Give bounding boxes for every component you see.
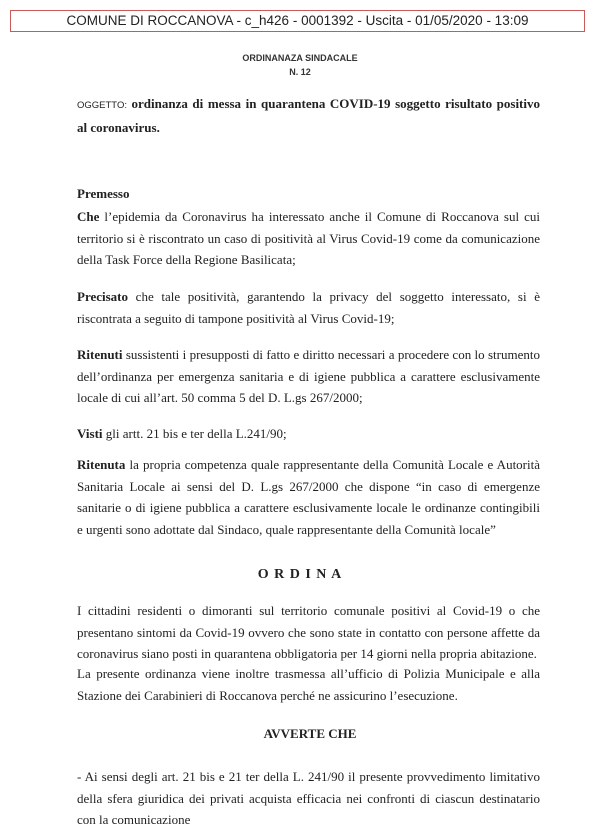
avverte-heading: AVVERTE CHE — [263, 726, 357, 741]
paragraph-lead: Ritenuti — [77, 347, 123, 362]
document-title: ORDINANAZA SINDACALE — [242, 53, 358, 63]
paragraph-ritenuti — [77, 344, 540, 409]
avverte-paragraph: - Ai sensi degli art. 21 bis e 21 ter della L. 241/90 il presente provvedimento limitativo della sfera giuridica dei privati acquista efficacia nei confronti di ciascun destinatario con la comunicazione — [77, 769, 540, 827]
ordina-paragraph-1: I cittadini residenti o dimoranti sul territorio comunale positivi al Covid-19 o che presentano sintomi da Covid-19 ovvero che sono state in contatto con persone affette da coronavirus siano posti in quarantena obbligatoria per 14 giorni nella propria abitazione. — [77, 603, 540, 661]
paragraph-precisato — [77, 286, 540, 329]
paragraph-lead: Precisato — [77, 289, 129, 304]
ordinance-number: N. 12 — [289, 67, 311, 77]
paragraph-text: che tale positività, garantendo la privacy del soggetto interessato, si è riscontrata a seguito di tampone positività al Virus Covid-19; — [77, 289, 540, 326]
ordina-paragraph-2: La presente ordinanza viene inoltre trasmessa all’ufficio di Polizia Municipale e alla Stazione dei Carabinieri di Roccanova perché ne assicurino l’esecuzione. — [77, 666, 540, 703]
subject-text: ordinanza di messa in quarantena COVID-19 soggetto risultato positivo al coronavirus. — [77, 96, 540, 135]
subject-label: OGGETTO: — [77, 100, 127, 111]
paragraph-text: l’epidemia da Coronavirus ha interessato anche il Comune di Roccanova sul cui territorio si è riscontrato un caso di positività al Virus Covid-19 come da comunicazione della Task Force della Regione Basilicata; — [77, 209, 540, 267]
paragraph-text: sussistenti i presupposti di fatto e diritto necessari a procedere con lo strumento dell’ordinanza per emergenza sanitaria e di igiene pubblica a carattere esclusivamente locale di cui all’art. 50 comma 5 del D. L.gs 267/2000; — [77, 347, 540, 405]
protocol-stamp: COMUNE DI ROCCANOVA - c_h426 - 0001392 - Uscita - 01/05/2020 - 13:09 — [10, 10, 585, 32]
paragraph-lead: Ritenuta — [77, 457, 126, 472]
paragraph-che — [77, 206, 540, 271]
premesso-heading: Premesso — [77, 186, 130, 201]
subject — [77, 93, 540, 138]
paragraph-visti — [77, 423, 540, 445]
paragraph-lead: Visti — [77, 426, 103, 441]
paragraph-text: gli artt. 21 bis e ter della L.241/90; — [102, 426, 287, 441]
paragraph-lead: Che — [77, 209, 100, 224]
paragraph-ritenuta — [77, 454, 540, 540]
ordina-heading: O R D I N A — [257, 567, 343, 582]
paragraph-text: la propria competenza quale rappresentante della Comunità Locale e Autorità Sanitaria Locale ai sensi del D. L.gs 267/2000 che dispone “in caso di emergenze sanitarie o di igiene pubblica a carattere esclusivamente locale le ordinanze contingibili e urgenti sono adottate dal Sindaco, quale rappresentante della Comunità locale” — [77, 457, 540, 537]
